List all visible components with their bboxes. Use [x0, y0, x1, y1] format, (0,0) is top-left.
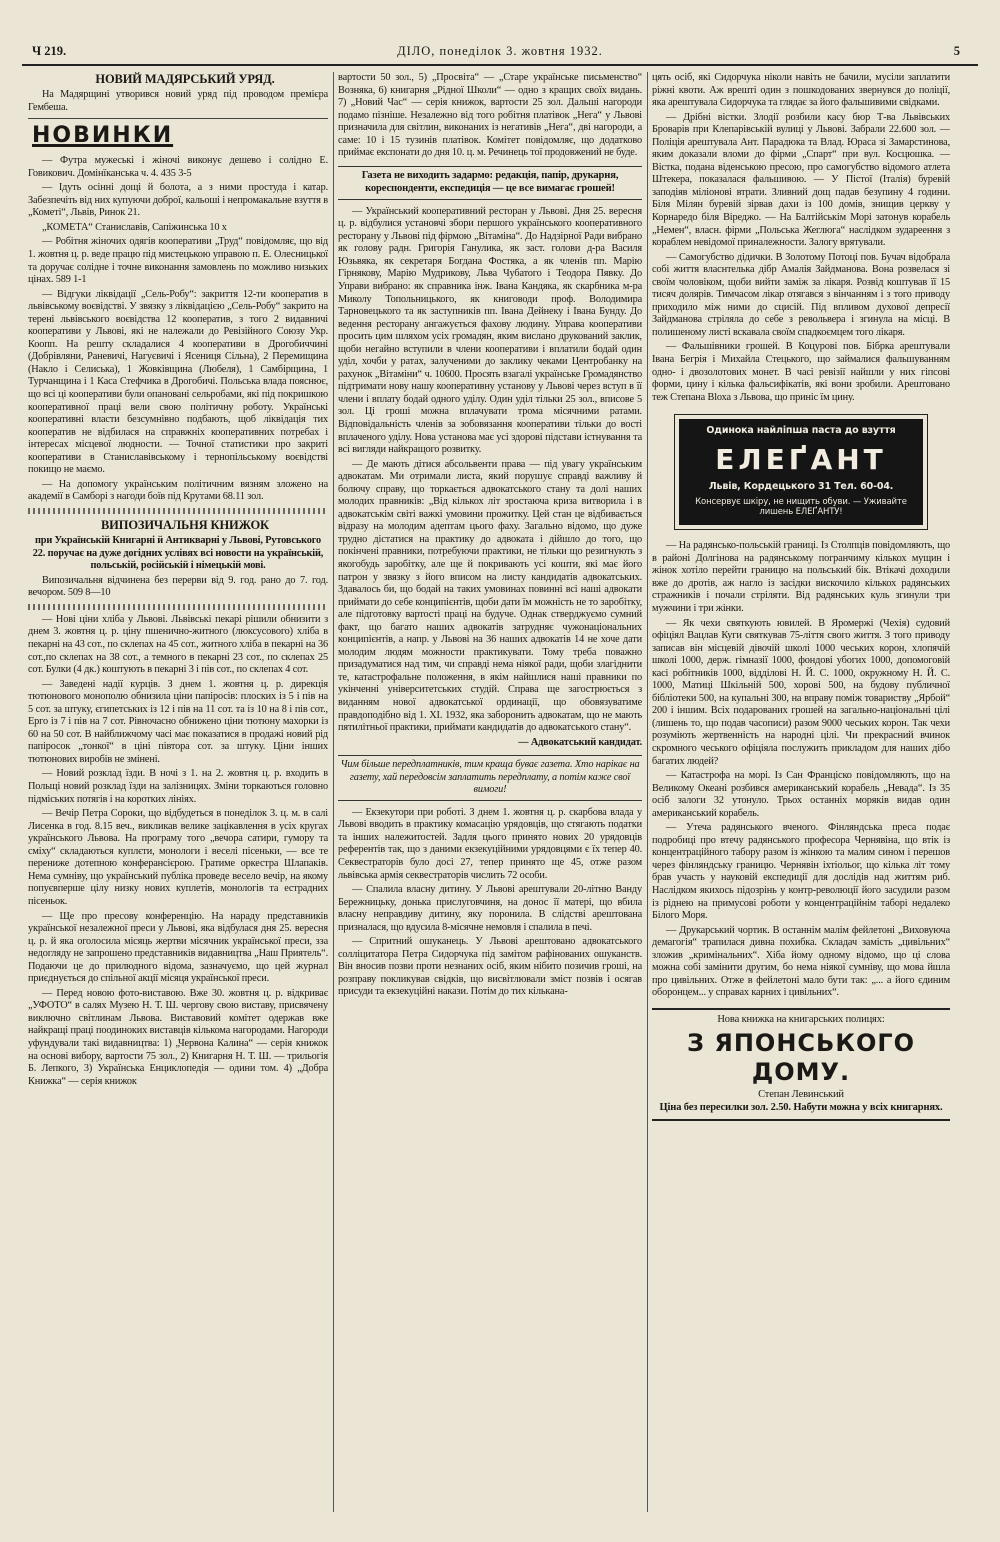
article-photo-cont: вартости 50 зол., 5) „Просвіта“ — „Старе українське письменство“ Возняка, 6) книгарня „Рідної Школи“ — одно з кращих своїх видань. 7) „Новий Час“ — серія книжок, вартости 25 зол. Дальші нагороди подамо пізніше. Незалежно від того робітня платівок „Нега“ у Львові призначила для світлин, виконаних із негативів „Нега“, дві нагороди, а саме: 10 і 15 тузинів платівок. Комітет повідомляє, що додатково приймає експонати до дня 10. ц. м. Речинець тої продовжений не буде. — [338, 72, 642, 159]
article-border: — На радянсько-польській границі. Із Столпців повідомляють, що в районі Долгінова на радянському погранчиму кількох мущин і жінок хотіло перейти границю на польський бік. Втікачі доходили вже до дротів, аж нагло із засідки вискочило кількох радянських стражників і почали стріляти. Від радянських куль згинули три мужчини і три жінки. — [652, 540, 950, 614]
article-government: На Мадярщині утворився новий уряд під проводом премієра Гембеша. — [28, 89, 328, 113]
ad-elegant — [674, 414, 928, 530]
notice-box: Газета не виходить задармо: редакція, папір, друкарня, кореспонденти, експедиція — це все вимагає грошей! — [338, 166, 642, 200]
ad-furs: — Футра мужеські і жіночі виконує дешево і солідно Е. Говикович. Домінїканська ч. 4. 435 3-5 — [28, 155, 328, 179]
article-soroka: — Вечір Петра Сороки, що відбудеться в понеділок 3. ц. м. в салі Лисенка в год. 8.15 веч., викликав велике зацікавлення в усіх кругах українського Львова. На програму того „вечора сатири, гумору та сміху“ складаються куплєти, монологи і веселі пісеньки, — все те перениже дотепною конферансієрою. Гратиме оркестра Шлапаків. Нема сумніву, що український публіка проведе весело вечір, на якому попуєвперше цілу низку нових куплетів, монологів та естрадних пісеньок. — [28, 808, 328, 907]
ad-trud: — Робітня жіночих одягів кооперативи „Труд“ повідомляє, що від 1. жовтня ц. р. веде працю під мистецькою управою п. Е. Олесницької та доручає солідне і точне виконання замовлень по можливо низьких цінах. 589 1-1 — [28, 236, 328, 286]
issue-number: Ч 219. — [32, 44, 67, 58]
article-bailiffs: — Екзекутори при роботі. З днем 1. жовтня ц. р. скарбова влада у Львові вводить в практику комасацію урядовців, що стягають податки та інших належитостей. Задля цього принято нових 20 урядовців референтів так, що з даними екзекуційними урядовцями є їх тепер 40. Секвестраторів було досі 27, тепер принято ще 45, отже разом львівська армія секвестраторів числить 72 особи. — [338, 806, 642, 881]
article-fraud: — Спритний ошуканець. У Львові арештовано адвокатського солліцитатора Петра Сидорчука під замітом рафінованих ошуканств. Він вносив позви проти незнаних осіб, яким нібито позичив гроші, на розправу покликував свідків, що висвітлювали зміст позвів і осягав присуди та екзекуційні накази. Потім до тих кількана- — [338, 936, 642, 998]
article-printer: — Друкарський чортик. В останнім малім фейлетоні „Виховуюча демагогія“ трапилася дивна похибка. Складач замість „цивільних“ зложив „кримінальних“. Хіба йому одному відомо, що ці слова можна собі замінити другим, бо нема ніякої сумніву, що мова йшла про цивільних. Отже в фейлетоні мало бути так: „... а його єдиним оборонцем... у справах карних і цивільних“. — [652, 924, 950, 999]
headline-government: НОВИЙ МАДЯРСЬКИЙ УРЯД. — [95, 72, 275, 86]
ad-book-price: Ціна без пересилки зол. 2.50. Набути можна у всіх книгарнях. — [659, 1102, 943, 1114]
article-scientist: — Утеча радянського вченого. Фінляндська преса подає подробиці про втечу радянського професора Чернявіна, що втік із концентраційного табору разом із жінкою та малим сином і перешов через фінляндську границю. Чернявін іхтіольог, що кілька літ тому брав участь у науковій експедиції для дослідів над життям риб. Наслідком якихось підозрінь у контр-революції його засудили разом із ріднею на примусові роботи у концентраційнім таборі недалеко Білого Моря. — [652, 822, 950, 922]
article-schedule: — Новий розклад їзди. В ночі з 1. на 2. жовтня ц. р. входить в Польщі новий розклад їзди на залізницях. Зміни торкаються головно підміських потягів і на коротких лініях. — [28, 768, 328, 805]
ad-elegant-tagline: Консервує шкіру, не нищить обуви. — Уживайте лишень ЕЛЕҐАНТУ! — [695, 496, 907, 517]
ad-book — [652, 1008, 950, 1121]
article-small-news: — Дрібні вістки. Злодії розбили касу бюр Т-ва Львівських Броварів при Клепарівській вулиці у Львові. Забрали 22.600 зол. — Поліція арештувала Ант. Парадюка та Влад. Юраса зі Замарстинова, яким доказали вломи до фірми „Спарт“ при вул. Косцюшка. — Вістка, подана віденською пресою, про самогубство відомого атлета Штекера, показалася фальшивою. — У Пістої (Італія) буревій заподіяв міліонові втрати. Зливний дощ падав безупину 4 години. Біля Мілян буревій зірвав дахи із 100 домів, знищив церкву у Корнаредо біля Віреджо. — На Балтійськім Морі затонув корабель „Немен“, власн. фірми „Польська Жеглюга“ наслідком зудареення з кораблем невідомої приналежности. Залогу врятували. — [652, 111, 950, 249]
library-hours: Випозичальня відчинена без перерви від 9. год. рано до 7. год. вечором. 509 8—10 — [28, 574, 328, 599]
article-burned: — Спалила власну дитину. У Львові арештували 20-літню Ванду Бережницьку, донька прислуговчиня, на донос її матері, що вбила власну неправдиву дитину, яку поронила. В слідстві арештована призналася, що вдусила 8-місячне немовля і спалила в печі. — [338, 884, 642, 933]
article-bread: — Нові ціни хліба у Львові. Львівські пекарі рішили обнизити з днем 3. жовтня ц. р. ціну пшенично-житного (люксусового) хліба в пекарні на 43 сот., по склепах на 45 сот., житного хліба в пекарні на 36 сот.,по склепах на 38 сот., а темного в пекарні 23 сот., по склепах 25 сот. Булки (4 дк.) коштують в пекарні 3 і пів сот., по склепах 4 сот. — [28, 613, 328, 676]
column-3 — [652, 72, 950, 1512]
ad-elegant-brand: ЕЛЕҐАНТ — [715, 442, 887, 476]
article-sea: — Катастрофа на морі. Із Сан Франціско повідомляють, що на Великому Океані розбився американський корабель „Невада“. Із 35 осіб залоги 32 утонуло. Трьох останніх моряків видав один американський корабель. — [652, 770, 950, 819]
headline-library: ВИПОЗИЧАЛЬНЯ КНИЖОК — [101, 517, 269, 532]
article-press: — Ще про пресову конференцію. На нараду представників української незалежної преси у Львові, яка відбулася дня 25. вересня ц. р. й яка оголосила місяць жертви місячник української преси, зза недогляду не запрошено представників видавництва „Наш Приятель“. Подаючи це до прилюдного відома, зазначуємо, що цей журнал приєднується до спільної акції місяця української преси. — [28, 910, 328, 985]
ad-book-title: З ЯПОНСЬКОГО ДОМУ. — [686, 1028, 916, 1086]
header-rule — [22, 64, 978, 66]
library-text: при Українській Книгарні й Антикварні у Львові, Рутовського 22. поручає на дуже догідних услівях всі новости на українській, польській, російській і німецькій мові. — [32, 535, 324, 572]
article-photo: — Перед новою фото-виставою. Вже 30. жовтня ц. р. відкриває „УФОТО“ в салях Музею Н. Т. Ш. чергову свою виставу, присвячену виключно світлинам Львова. Виставовий комітет одержав вже найкращі праці поодиноких виставців кількома нагородами. Нагороди уфундували такі видавництва: 1) „Червона Калина“ — серія книжок на основі вибору, вартости 75 зол., 2) Книгарня Н. Т. Ш. — трильогія Б. Лепкого, 3) Українська Енциклопедія — одини том. 4) „Добра Книжка“ — серія книжок — [28, 987, 328, 1087]
column-2 — [338, 72, 642, 1512]
column-divider — [647, 72, 648, 1512]
column-1 — [28, 72, 328, 1512]
page-number: 5 — [953, 44, 960, 58]
article-lawyers: — Де мають дітися абсольвенти права — під увагу українським адвокатам. Ми отримали листа, який порушує справді важливу й болючу справу, що торкається адвокатського стану та долі наших молодих правників: „Від кількох літ зростаюча криза витворила і в адвокатськім світі важкі умовини прожитку. Цей стан це відбивається відразу на молодим адептам цього фаху. Загально відомо, що дуже трудно дістатися на практику до адвоката і дійшло до того, що покінчені правники, потребуючи практики, не тільки що резигнують з якогобудь заробітку, але ще й покривають усі кошти, які має його патрон у звязку з його вписом на листу кандидатів адвокатських. Здавалось би, що бодай на таких умовинах повинні всі наші адвокати приймати до себе конципієнтів, щоби дати їм можність не то заробітку, але підготовку вартості праці на будуче. Однак стверджуємо сумний факт, що багато наших адвокатів затрудняє чужонаціональних конципієнтів, а напр. у Львові на 36 наших адвокатів 14 не хоче дати молодим людям можности практикувати. Тому треба поважно призадуматися над тим, чи справді нема ніякої ради, щоби злагіднити те, катастрофальне положення, в якім найшлися наші правники по укінченні університетських студій. Справа ще загострюється з виданням нової адвокатської ординації, що обовязуватиме правдоподібно від 1. XI. 1932, яка заборонить адвокатам, що не мають пятилітньої практики, приймати кандидатів до адвокатського стану“. — [338, 458, 642, 734]
subscription-notice: Чим більше передплатників, тим краща буває газета. Хто нарікає на газету, хай передовсім заплатить передплату, а потім каже свої вимоги! — [338, 755, 642, 801]
article-fraud-cont: цять осіб, які Сидорчука ніколи навіть не бачили, мусіли заплатити ріжні квоти. Аж врешті один з пошкодованих звернувся до поліції, яка арештувала Сидорчука та глядає за його фальшивими свідками. — [652, 72, 950, 109]
section-title-novynky: НОВИНКИ — [32, 123, 174, 149]
article-restaurant: — Український кооперативний ресторан у Львові. Дня 25. вересня ц. р. відбулися установчі збори першого українського кооперативного ресторану у Львові під фірмою „Вітаміна“. До Надзірної Ради вибрано як голову радн. Григорія Ганулика, як заст. голови д-ра Василя Юзьвяка, як секретаря Богдана Фостяка, а як членів пп. Марію Гірнякову, Марію Мудрикову, Льва Чубатого і Теодора Пявку. До Управи вибрано: як справника інж. Івана Кандяка, як скарбника м-ра Миколу Топольницького, як книговоди проф. Володимира Тарновецького та як заступників пп. Івана Дейнеку і Івана Бунду. До ведення ресторану ангажується фахову людину. Управа кооперативи просить цим шляхом усіх громадян, яким вислано друкований заклик, щоби негайно вступили в члени кооперативи і вплатили бодай один уділ, хочби у ратах, залученими до заклику чеками Центробанку на рахунок „Вітаміни“ ч. 10600. Просять взагалі українське Громадянство підтримати нову нашу кооперативну установу у Львові через вступ в її члени і вплату бодай одного уділу. Один уділ тільки 25 зол., вписове 5 зол. Ці гроші можна вплачувати трома місячними ратами. Відповідальність членів за зобовязання кооперативи тільки до вості вплаченого уділу. Нова установа має усі здорові підстави істнування та всі вигляди найкращого розвитку. — [338, 205, 642, 456]
article-counterfeit: — Фальшівники грошей. В Коцурові пов. Бібрка арештували Івана Бегрія і Михайла Стецького, що займалися фальшуванням одно- і двозолотових монет. В часі ревізії найшли у них гіпсові форми, цину і кілька фальсифікатів, які вони зробили. Арештовано теж Степана Вlоха з Львова, що приніс їм цину. — [652, 341, 950, 403]
article-smokers: — Заведені надії курців. З днем 1. жовтня ц. р. дирекція тютюнового монополю обнизила ціни папіросів: плоских із 5 і пів на 5 сот. за штуку, єгипетських із 12 і пів на 11 сот. та із 10 на 8 і пів сот., Ерго із 7 і пів на 7 сот. Рівночасно обнижено ціни тютюну махорки із 60 на 50 сот. В найближчому часі має показатися в продажі новий рід папіросок „тонкої“ в ціні півтора сот. за штуку. Ціни інших тютюнових виробів не змінені. — [28, 678, 328, 765]
separator — [28, 508, 328, 514]
column-divider — [333, 72, 334, 1512]
ad-cometa: „КОМЕТА“ Станиславів, Сапіжинська 10 х — [42, 221, 227, 233]
ad-elegant-address: Львів, Кордецького 31 Тел. 60-04. — [708, 480, 894, 492]
separator — [28, 604, 328, 610]
ad-elegant-top: Одинока найліпша паста до взуття — [706, 425, 896, 437]
ad-book-intro: Нова книжка на книгарських полицях: — [717, 1013, 885, 1025]
ad-book-author: Степан Левинський — [758, 1089, 844, 1101]
article-czech: — Як чехи святкують ювилей. В Яромержі (Чехія) судовий офіціял Вацлав Куги святкував 75-ліття свого життя. З того приводу записав він місцевій дівочій школі 1000 чеських корон, хлопячій школі 1000, держ. гімназії 1000, фондові убогих 1000, допомоговій касі робітників 1000, відділові Н. Й. С. 1000, окружному Н. Й. С. 1000, Матиці Шкільній 500, хорові 500, на будову публичної бібліотеки 500, на купальні 300, на вправу поміж товариству „Ярбой“ 200 і іншим. Всіх подарованих грошей на загально-національні цілі (лишень то, що подав часописи) разом 9000 чеських корон. Так чехи розуміють жертвенність на народні цілі. Чи прекрасний вчинок скромного чеського офіціяла послужить прикладом для наших дібо багатих людей? — [652, 617, 950, 767]
article-selrob: — Відгуки ліквідації „Сель-Робу“: закриття 12-ти кооператив в львівському воєвідстві. У звязку з ліквідацією „Сель-Робу“ закрито на терені львівського воєвідства 12 кооператив, з того 2 видавничі кооперативи у Львові, які не належали до Ревізійного Союзу Укр. Коопп. На решту складалися 4 кооперативи в Дрогобиччині (Добрівляни, Раневичі, Нагуєвичі і Ясениця Сільна), 2 Перемищина (Накло і Селиська), 1 Жовківщина (Любеля), 1 Самбірщина, 1 Турчанщина і 1 Каса Стефчика в Дрогобичі. Польська влада пояснює, що всі ці кооперативи були опановані сельробами, які під покришкою кооперативної праці вели свою політичну роботу. Українські кооперативні власти безсумнівно подбають, щоб ліквідація тих кооператив не відбилася на справжніх кооперативних потребах і інтересах місцевої людности. — Точної статистики про закриті кооперативи в Станиславівському і тернопільському воєвідстві покищо не маємо. — [28, 288, 328, 476]
masthead-line: ДІЛО, понеділок 3. жовтня 1932. — [397, 44, 603, 58]
signature-lawyers: — Адвокатський кандидат. — [518, 736, 642, 748]
article-help: — На допомогу українським політичним вязням зложено на академії в Самборі з нагоди боїв під Крутами 68.11 зол. — [28, 478, 328, 503]
ad-rain: — Ідуть осінні дощі й болота, а з ними простуда і катар. Забезпечіть від них купуючи доброї, кальоші і непромакальне взуття в „Кометі“, Львів, Ринок 21. — [28, 182, 328, 219]
separator — [28, 118, 328, 119]
article-suicide: — Самогубство дідички. В Золотому Потоці пов. Бучач відобрала собі життя власнтелька дібр Амалія Зайдманова. Вона розвелася зі своїм чоловіком, щоби вийти заміж за лікаря. Розвід коштував її 15 тисяч долярів. Тимчасом лікар отягався з вінчанням і з того приводу приходило між ними до сцисій. Під впливом духової депресії Зайдманова стріляла до себе з револьвера і згинула на місці. В полишеному листі вскавала своїм спадкоємцем того лікаря. — [652, 251, 950, 338]
